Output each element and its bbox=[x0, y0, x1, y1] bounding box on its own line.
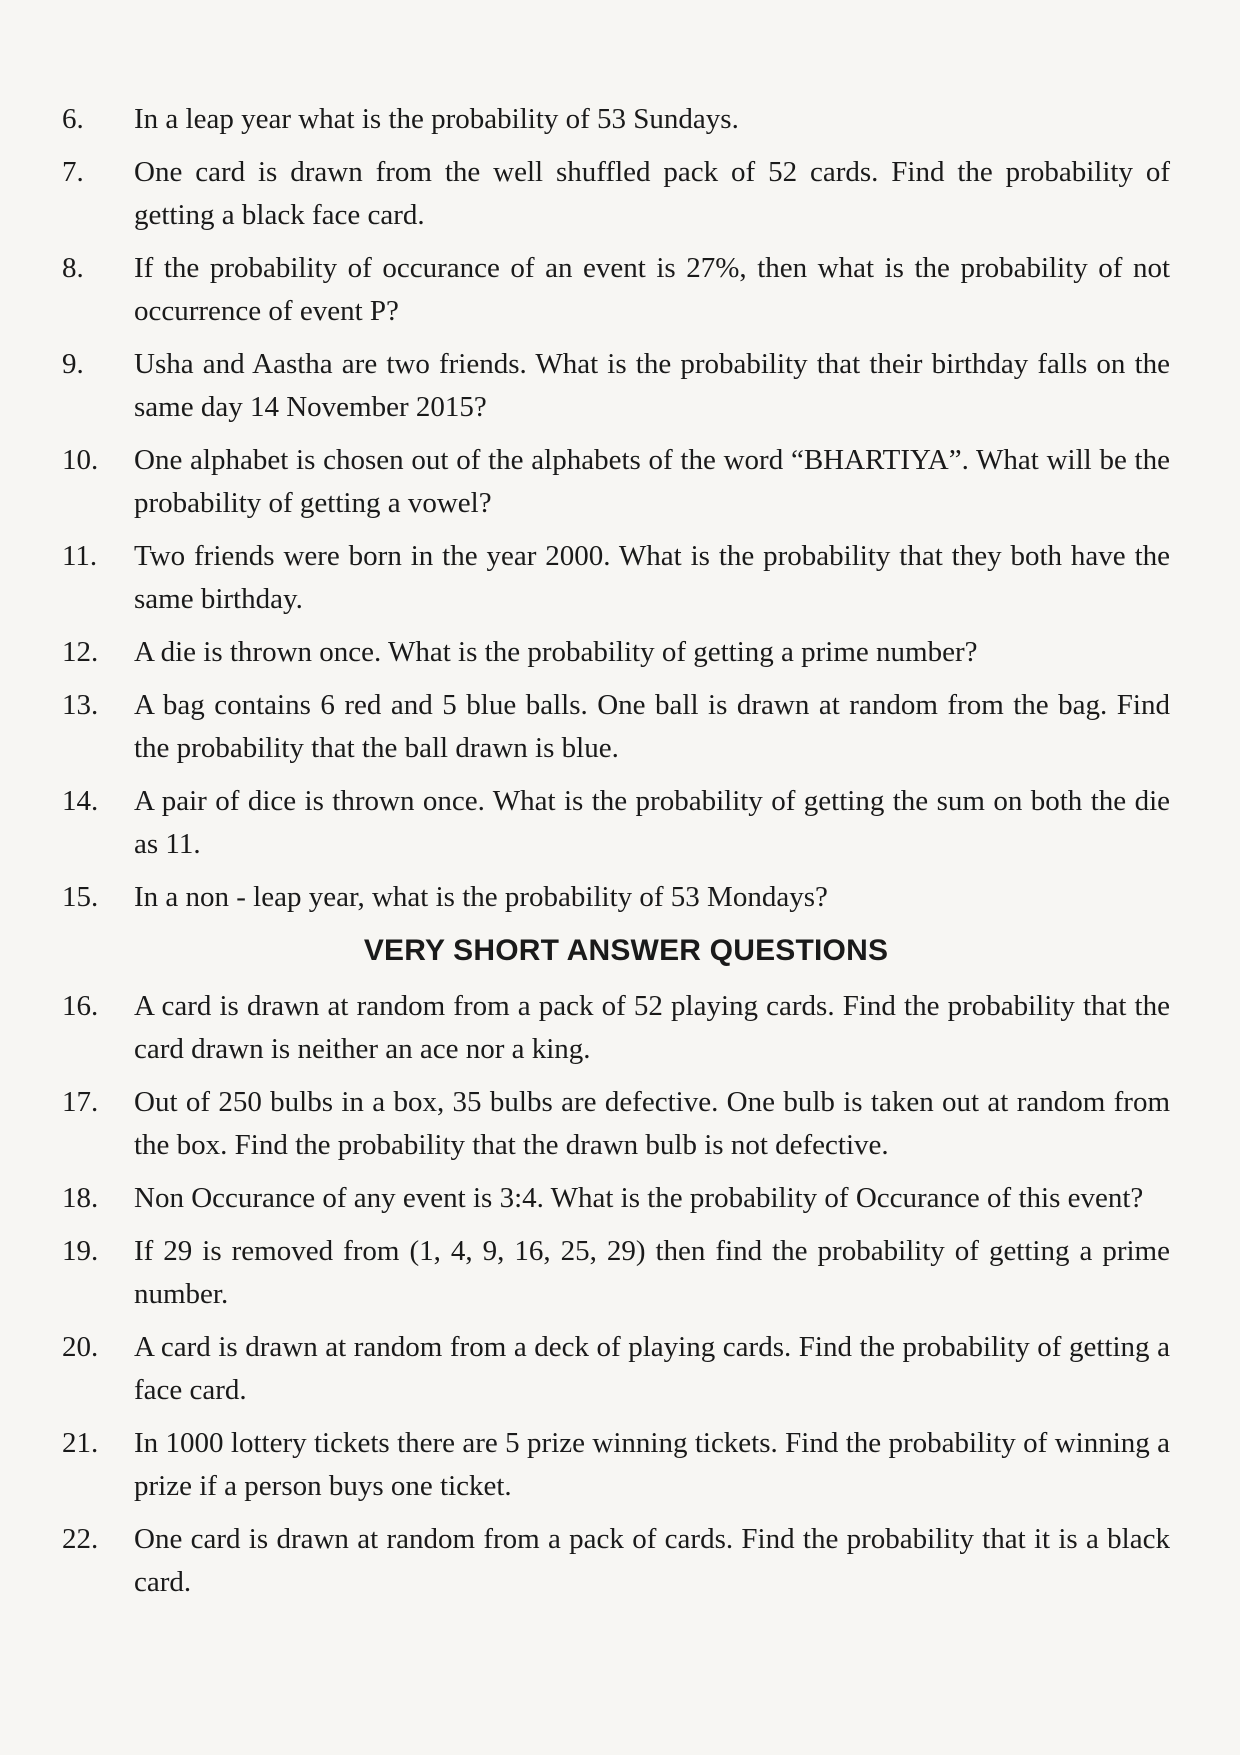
section-heading: VERY SHORT ANSWER QUESTIONS bbox=[363, 934, 889, 967]
question-item bbox=[62, 1230, 1170, 1316]
question-item bbox=[62, 985, 1170, 1071]
question-item bbox=[62, 439, 1170, 525]
question-text: A bag contains 6 red and 5 blue balls. One ball is drawn at random from the bag. Find the probability that the ball drawn is blue. bbox=[134, 689, 1170, 764]
question-item bbox=[62, 343, 1170, 429]
question-item bbox=[62, 535, 1170, 621]
question-text: In 1000 lottery tickets there are 5 prize winning tickets. Find the probability of winning a prize if a person buys one ticket. bbox=[134, 1427, 1170, 1502]
question-number: 20. bbox=[62, 1331, 99, 1363]
question-number: 10. bbox=[62, 444, 99, 476]
question-list-part-2 bbox=[62, 985, 1170, 1604]
question-item bbox=[62, 1422, 1170, 1508]
question-text: One card is drawn at random from a pack of cards. Find the probability that it is a black card. bbox=[134, 1523, 1170, 1598]
question-item bbox=[62, 151, 1170, 237]
question-text: Non Occurance of any event is 3:4. What is the probability of Occurance of this event? bbox=[134, 1182, 1144, 1214]
question-text: A pair of dice is thrown once. What is the probability of getting the sum on both the die as 11. bbox=[134, 785, 1170, 860]
question-text: One card is drawn from the well shuffled pack of 52 cards. Find the probability of getting a black face card. bbox=[134, 156, 1170, 231]
question-number: 13. bbox=[62, 689, 99, 721]
question-number: 14. bbox=[62, 785, 99, 817]
question-text: If the probability of occurance of an event is 27%, then what is the probability of not occurrence of event P? bbox=[134, 252, 1170, 327]
question-text: Out of 250 bulbs in a box, 35 bulbs are defective. One bulb is taken out at random from the box. Find the probability that the drawn bulb is not defective. bbox=[134, 1086, 1170, 1161]
question-number: 9. bbox=[62, 348, 84, 380]
question-item bbox=[62, 1177, 1170, 1220]
question-number: 7. bbox=[62, 156, 84, 188]
question-number: 16. bbox=[62, 990, 99, 1022]
question-text: Two friends were born in the year 2000. What is the probability that they both have the same birthday. bbox=[134, 540, 1170, 615]
question-number: 6. bbox=[62, 103, 84, 135]
question-number: 19. bbox=[62, 1235, 99, 1267]
question-item bbox=[62, 1326, 1170, 1412]
question-item bbox=[62, 780, 1170, 866]
question-number: 8. bbox=[62, 252, 84, 284]
question-number: 21. bbox=[62, 1427, 99, 1459]
question-number: 15. bbox=[62, 881, 99, 913]
question-text: A die is thrown once. What is the probability of getting a prime number? bbox=[134, 636, 978, 668]
question-number: 18. bbox=[62, 1182, 99, 1214]
question-item bbox=[62, 98, 1170, 141]
question-text: A card is drawn at random from a deck of playing cards. Find the probability of getting a face card. bbox=[134, 1331, 1170, 1406]
question-item bbox=[62, 1081, 1170, 1167]
question-number: 17. bbox=[62, 1086, 99, 1118]
question-item bbox=[62, 684, 1170, 770]
question-text: A card is drawn at random from a pack of 52 playing cards. Find the probability that the card drawn is neither an ace nor a king. bbox=[134, 990, 1170, 1065]
question-item bbox=[62, 631, 1170, 674]
question-text: One alphabet is chosen out of the alphabets of the word “BHARTIYA”. What will be the probability of getting a vowel? bbox=[134, 444, 1170, 519]
question-item bbox=[62, 247, 1170, 333]
question-text: In a leap year what is the probability of 53 Sundays. bbox=[134, 103, 739, 135]
question-list-part-1 bbox=[62, 98, 1170, 919]
question-number: 12. bbox=[62, 636, 99, 668]
question-number: 11. bbox=[62, 540, 98, 572]
question-text: In a non - leap year, what is the probability of 53 Mondays? bbox=[134, 881, 828, 913]
question-text: Usha and Aastha are two friends. What is the probability that their birthday falls on the same day 14 November 2015? bbox=[134, 348, 1170, 423]
question-text: If 29 is removed from (1, 4, 9, 16, 25, 29) then find the probability of getting a prime number. bbox=[134, 1235, 1170, 1310]
question-item bbox=[62, 1518, 1170, 1604]
question-item bbox=[62, 876, 1170, 919]
question-number: 22. bbox=[62, 1523, 99, 1555]
